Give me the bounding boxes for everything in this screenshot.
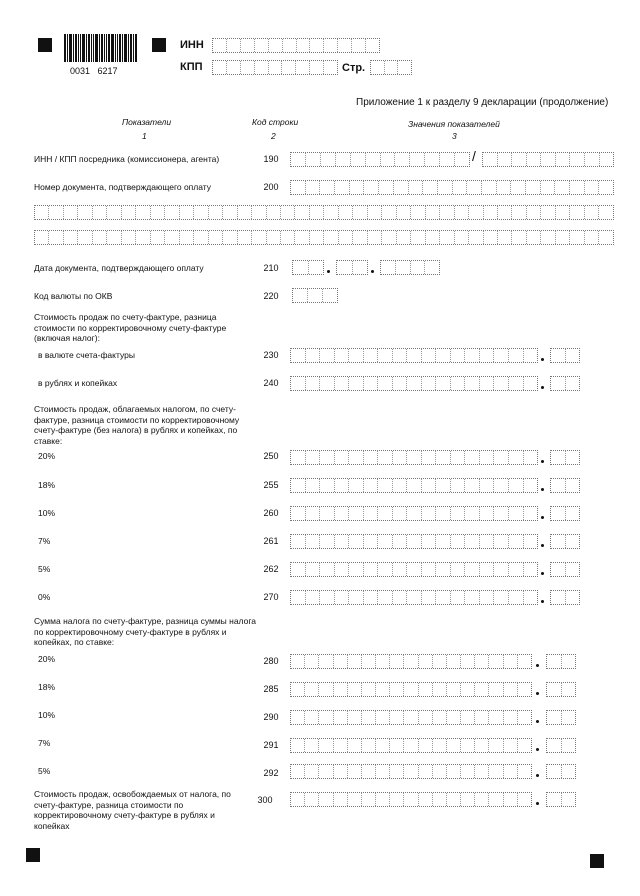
row-292-code: 292 xyxy=(263,768,279,778)
decimal-point xyxy=(536,692,539,695)
corner-marker-bottom-right xyxy=(590,854,604,868)
row-255-label: 18% xyxy=(38,480,56,490)
row-230-label: в валюте счета-фактуры xyxy=(38,350,135,360)
col-values-header: Значения показателей xyxy=(408,119,500,129)
kpp-field[interactable] xyxy=(212,60,338,75)
row-250-amount-field[interactable] xyxy=(290,450,538,465)
decimal-point xyxy=(541,516,544,519)
barcode-number: 0031 6217 xyxy=(70,66,118,76)
row-270-code: 270 xyxy=(263,592,279,602)
inn-kpp-separator: / xyxy=(472,148,476,164)
date-separator xyxy=(327,270,330,273)
row-261-amount-field[interactable] xyxy=(290,534,538,549)
row-240-amount-field[interactable] xyxy=(290,376,538,391)
row-240-kopeks-field[interactable] xyxy=(550,376,580,391)
row-270-kopeks-field[interactable] xyxy=(550,590,580,605)
row-240-code: 240 xyxy=(263,378,279,388)
row-200-field-line2[interactable] xyxy=(34,205,614,220)
page-label: Стр. xyxy=(342,62,366,74)
kpp-label: КПП xyxy=(180,61,203,73)
row-285-amount-field[interactable] xyxy=(290,682,532,697)
corner-marker-bottom-left xyxy=(26,848,40,862)
decimal-point xyxy=(541,460,544,463)
row-200-field-line1[interactable] xyxy=(290,180,614,195)
row-200-label: Номер документа, подтверждающего оплату xyxy=(34,182,212,192)
row-285-label: 18% xyxy=(38,682,56,692)
decimal-point xyxy=(536,748,539,751)
row-260-label: 10% xyxy=(38,508,56,518)
col-indicators-num: 1 xyxy=(142,131,147,141)
row-280-kopeks-field[interactable] xyxy=(546,654,576,669)
row-200-field-line3[interactable] xyxy=(34,230,614,245)
col-values-num: 3 xyxy=(452,131,457,141)
row-240-label: в рублях и копейках xyxy=(38,378,118,388)
row-260-amount-field[interactable] xyxy=(290,506,538,521)
corner-marker-top-right xyxy=(152,38,166,52)
row-210-code: 210 xyxy=(263,263,279,273)
row-300-label: Стоимость продаж, освобождаемых от налога, по счету-фактуре, разница стоимости по корректировочному счету-фактуре в рублях и копейках xyxy=(34,789,231,831)
row-280-amount-field[interactable] xyxy=(290,654,532,669)
row-280-label: 20% xyxy=(38,654,56,664)
row-300-amount-field[interactable] xyxy=(290,792,532,807)
decimal-point xyxy=(536,664,539,667)
row-190-kpp-field[interactable] xyxy=(482,152,614,167)
currency-code-field[interactable] xyxy=(292,288,338,303)
row-255-code: 255 xyxy=(263,480,279,490)
row-300-kopeks-field[interactable] xyxy=(546,792,576,807)
row-280-code: 280 xyxy=(263,656,279,666)
decimal-point xyxy=(536,774,539,777)
row-270-amount-field[interactable] xyxy=(290,590,538,605)
row-261-kopeks-field[interactable] xyxy=(550,534,580,549)
col-code-header: Код строки xyxy=(252,117,299,127)
row-291-amount-field[interactable] xyxy=(290,738,532,753)
appendix-title: Приложение 1 к разделу 9 декларации (продолжение) xyxy=(356,97,609,108)
date-year-field[interactable] xyxy=(380,260,440,275)
row-230-kopeks-field[interactable] xyxy=(550,348,580,363)
row-220-label: Код валюты по ОКВ xyxy=(34,291,113,301)
col-indicators-header: Показатели xyxy=(122,117,172,127)
row-262-code: 262 xyxy=(263,564,279,574)
row-250-label: 20% xyxy=(38,451,56,461)
row-261-label: 7% xyxy=(38,536,51,546)
decimal-point xyxy=(541,544,544,547)
row-290-amount-field[interactable] xyxy=(290,710,532,725)
row-190-inn-field[interactable] xyxy=(290,152,470,167)
sales-taxed-heading: Стоимость продаж, облагаемых налогом, по счету-фактуре, разница стоимости по корректировочному счету-фактуре (без налога) в рублях и копейках, по ставке: xyxy=(34,404,240,446)
row-291-code: 291 xyxy=(263,740,279,750)
row-230-amount-field[interactable] xyxy=(290,348,538,363)
row-255-kopeks-field[interactable] xyxy=(550,478,580,493)
row-290-kopeks-field[interactable] xyxy=(546,710,576,725)
row-290-code: 290 xyxy=(263,712,279,722)
corner-marker-top-left xyxy=(38,38,52,52)
row-250-kopeks-field[interactable] xyxy=(550,450,580,465)
row-210-label: Дата документа, подтверждающего оплату xyxy=(34,263,204,273)
row-200-code: 200 xyxy=(263,182,279,192)
row-261-code: 261 xyxy=(263,536,279,546)
row-285-code: 285 xyxy=(263,684,279,694)
row-262-label: 5% xyxy=(38,564,51,574)
row-260-kopeks-field[interactable] xyxy=(550,506,580,521)
decimal-point xyxy=(541,572,544,575)
decimal-point xyxy=(541,386,544,389)
row-291-kopeks-field[interactable] xyxy=(546,738,576,753)
decimal-point xyxy=(541,488,544,491)
decimal-point xyxy=(541,358,544,361)
decimal-point xyxy=(536,720,539,723)
row-290-label: 10% xyxy=(38,710,56,720)
row-250-code: 250 xyxy=(263,451,279,461)
row-220-code: 220 xyxy=(263,291,279,301)
decimal-point xyxy=(541,600,544,603)
col-code-num: 2 xyxy=(271,131,276,141)
date-month-field[interactable] xyxy=(336,260,368,275)
row-230-code: 230 xyxy=(263,350,279,360)
row-292-amount-field[interactable] xyxy=(290,764,532,779)
row-262-kopeks-field[interactable] xyxy=(550,562,580,577)
row-190-code: 190 xyxy=(263,154,279,164)
date-day-field[interactable] xyxy=(292,260,324,275)
date-separator xyxy=(371,270,374,273)
inn-label: ИНН xyxy=(180,39,204,51)
barcode xyxy=(64,34,137,62)
row-190-label: ИНН / КПП посредника (комиссионера, агента) xyxy=(34,154,220,164)
inn-field[interactable] xyxy=(212,38,380,53)
row-285-kopeks-field[interactable] xyxy=(546,682,576,697)
tax-sum-heading: Сумма налога по счету-фактуре, разница суммы налога по корректировочному счету-фактуре в рублях и копейках, по ставке: xyxy=(34,616,256,647)
row-270-label: 0% xyxy=(38,592,51,602)
row-291-label: 7% xyxy=(38,738,51,748)
decimal-point xyxy=(536,802,539,805)
row-292-kopeks-field[interactable] xyxy=(546,764,576,779)
row-260-code: 260 xyxy=(263,508,279,518)
row-255-amount-field[interactable] xyxy=(290,478,538,493)
row-262-amount-field[interactable] xyxy=(290,562,538,577)
sales-incl-tax-heading: Стоимость продаж по счету-фактуре, разница стоимости по корректировочному счету-фактуре (включая налог): xyxy=(34,312,227,343)
row-292-label: 5% xyxy=(38,766,51,776)
page-field[interactable] xyxy=(370,60,412,75)
row-300-code: 300 xyxy=(257,795,273,805)
